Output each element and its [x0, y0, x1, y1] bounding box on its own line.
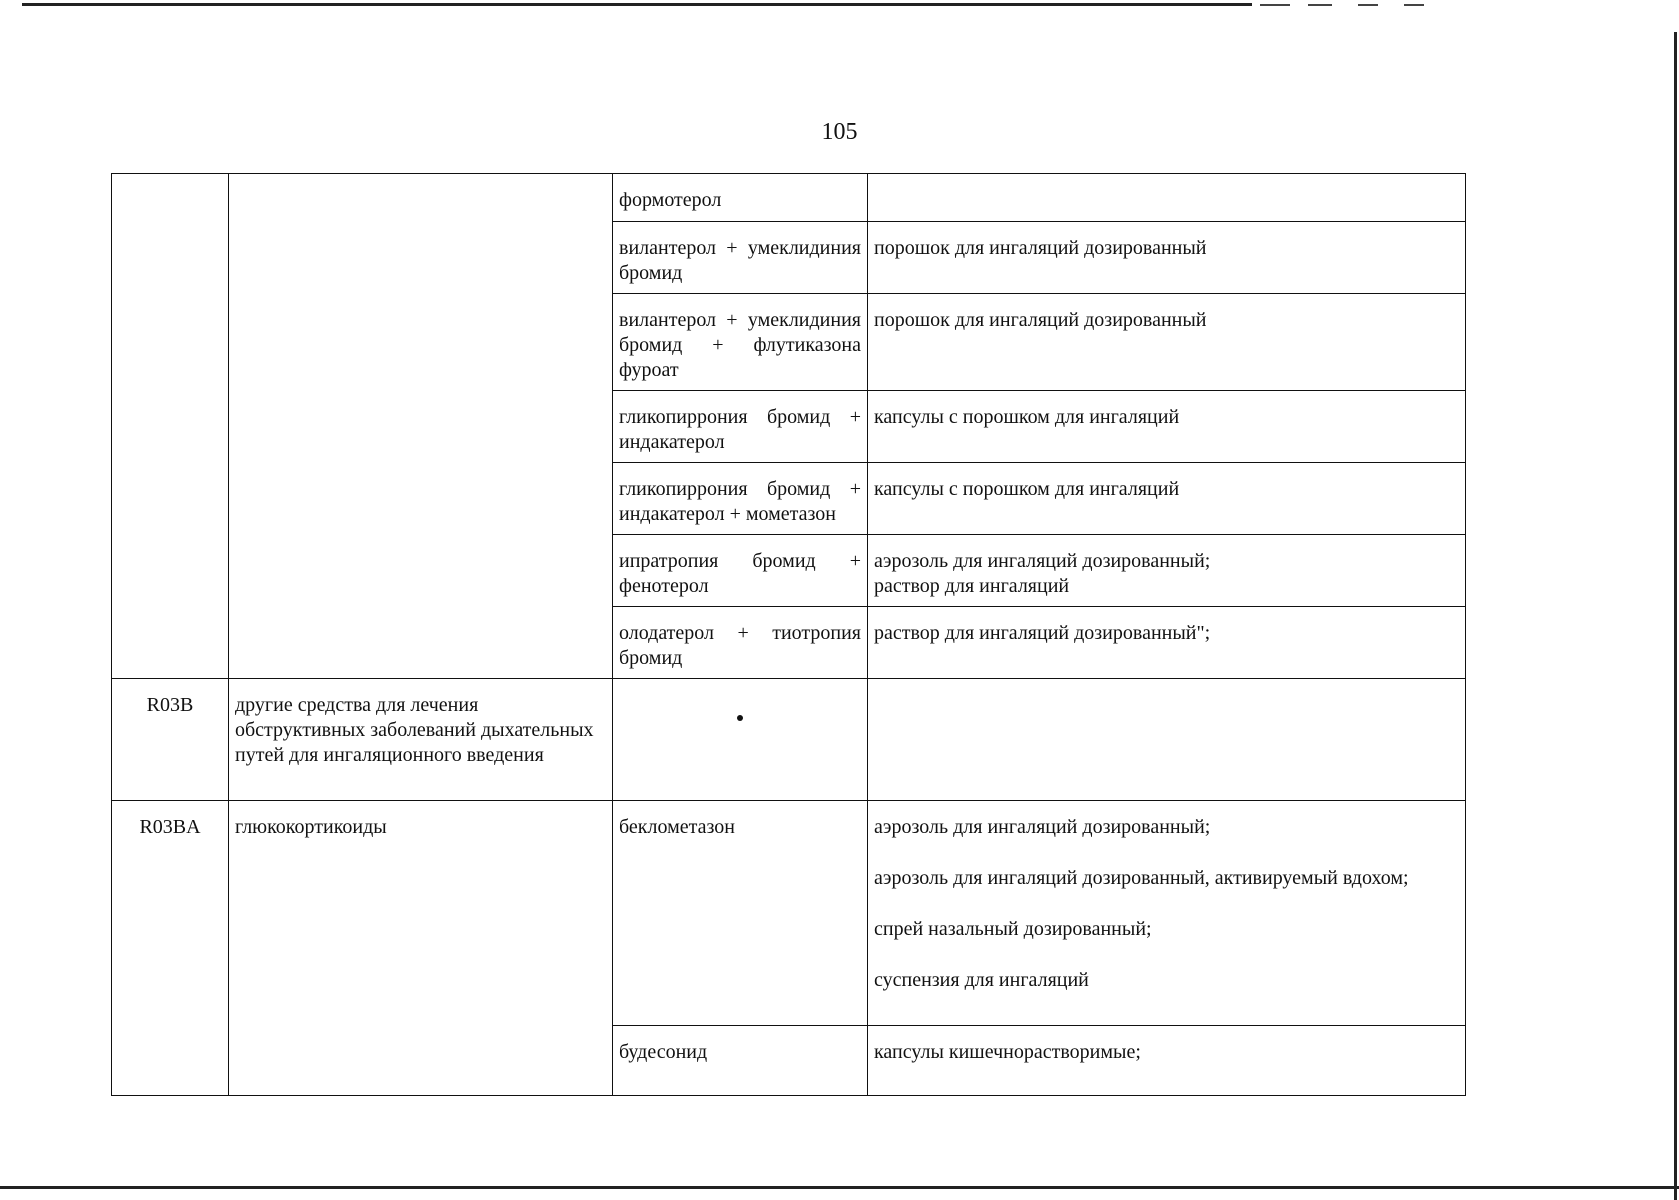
atc-code-cell [112, 679, 229, 801]
inn-cell [613, 1026, 868, 1096]
inn-text: вилантерол + умеклидиния бромид + флутиказона фуроат [619, 309, 861, 381]
inn-text: вилантерол + умеклидиния бромид [619, 237, 861, 284]
dosage-form-text: раствор для ингаляций [874, 575, 1070, 597]
dosage-form-text: капсулы с порошком для ингаляций [874, 478, 1180, 500]
dosage-form-cell [868, 535, 1466, 607]
dosage-form-text: спрей назальный дозированный; [874, 918, 1152, 940]
dosage-form-text: капсулы с порошком для ингаляций [874, 406, 1180, 428]
inn-cell [613, 391, 868, 463]
inn-text: ипратропия бромид + фенотерол [619, 550, 861, 597]
dosage-form-cell [868, 1026, 1466, 1096]
inn-text: гликопиррония бромид + индакатерол [619, 406, 861, 453]
dosage-form-cell [868, 222, 1466, 294]
top-scan-rule-dash [1260, 4, 1290, 6]
atc-name-cell [229, 801, 613, 1096]
inn-cell [613, 174, 868, 222]
inn-cell [613, 801, 868, 1026]
inn-text: беклометазон [619, 816, 735, 838]
inn-text: олодатерол + тиотропия бромид [619, 622, 861, 669]
inn-text: будесонид [619, 1041, 708, 1063]
dosage-form-text: аэрозоль для ингаляций дозированный, активируемый вдохом; [874, 867, 1409, 889]
dosage-form-cell [868, 607, 1466, 679]
top-scan-rule [22, 3, 1252, 6]
stray-dot-mark [737, 715, 743, 721]
dosage-form-cell-empty [868, 679, 1466, 801]
top-scan-rule-dash [1358, 4, 1378, 6]
atc-name-cell-empty [229, 174, 613, 679]
drug-table [111, 173, 1466, 1096]
dosage-form-text: капсулы кишечнорастворимые; [874, 1041, 1141, 1063]
dosage-form-cell [868, 801, 1466, 1026]
inn-cell [613, 294, 868, 391]
inn-cell [613, 607, 868, 679]
page-number: 105 [821, 119, 858, 145]
inn-cell [613, 463, 868, 535]
top-scan-rule-dash [1404, 4, 1424, 6]
table-row [112, 679, 1466, 801]
inn-text: гликопиррония бромид + индакатерол + мометазон [619, 478, 861, 525]
dosage-form-text: раствор для ингаляций дозированный"; [874, 622, 1211, 644]
dosage-form-cell [868, 463, 1466, 535]
atc-code-cell [112, 801, 229, 1096]
atc-code-cell-empty [112, 174, 229, 679]
atc-code: R03B [146, 694, 194, 716]
inn-cell [613, 222, 868, 294]
inn-cell-empty [613, 679, 868, 801]
inn-text: формотерол [619, 189, 722, 211]
dosage-form-cell [868, 294, 1466, 391]
dosage-form-text: порошок для ингаляций дозированный [874, 309, 1207, 331]
atc-group-name: другие средства для лечения обструктивных заболеваний дыхательных путей для ингаляционного введения [235, 694, 594, 766]
atc-code: R03BA [139, 816, 201, 838]
dosage-form-text: аэрозоль для ингаляций дозированный; [874, 550, 1211, 572]
dosage-form-cell [868, 391, 1466, 463]
dosage-form-text: порошок для ингаляций дозированный [874, 237, 1207, 259]
table-row [112, 174, 1466, 222]
atc-name-cell [229, 679, 613, 801]
dosage-form-text: аэрозоль для ингаляций дозированный; [874, 816, 1211, 838]
top-scan-rule-dash [1308, 4, 1332, 6]
bottom-scan-rule [0, 1186, 1679, 1189]
inn-cell [613, 535, 868, 607]
dosage-form-text: суспензия для ингаляций [874, 969, 1089, 991]
table-row [112, 801, 1466, 1026]
atc-group-name: глюкокортикоиды [235, 816, 387, 838]
dosage-form-cell [868, 174, 1466, 222]
right-scan-edge [1674, 32, 1677, 1200]
